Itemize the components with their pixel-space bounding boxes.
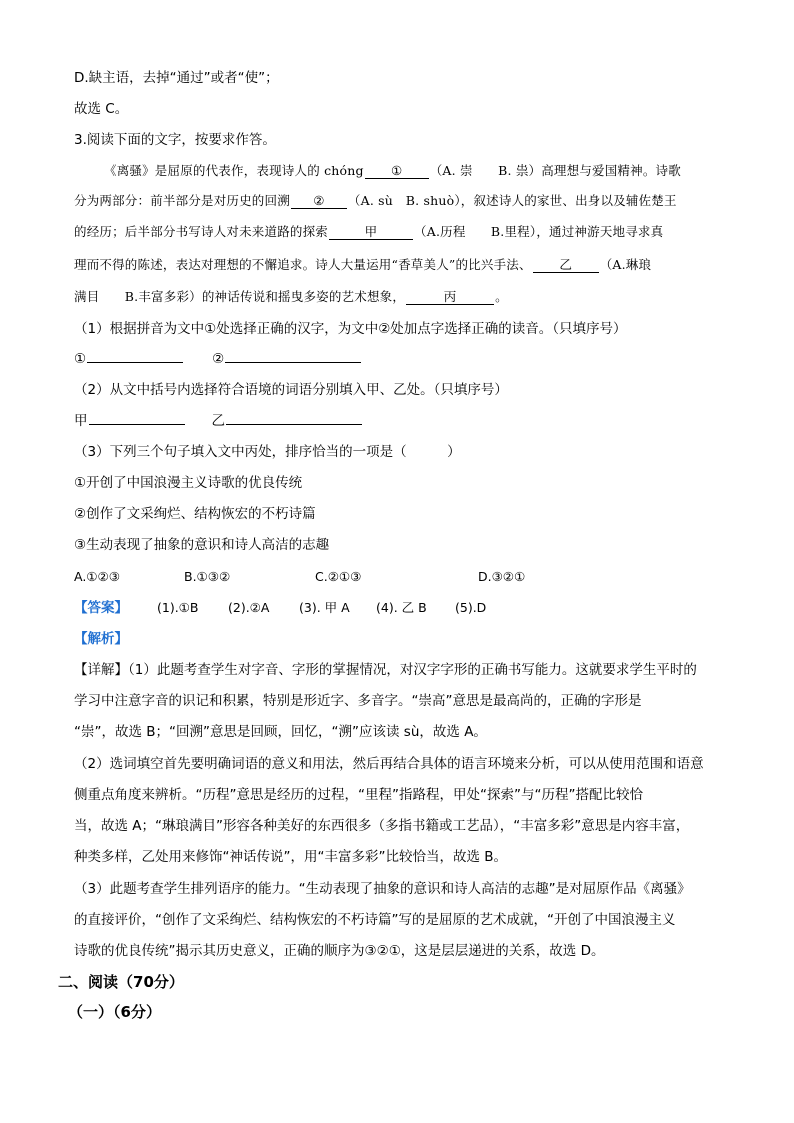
answer-4: (4). 乙 B bbox=[376, 600, 427, 615]
sub2-marker-jia: 甲 bbox=[74, 413, 88, 429]
passage-line-3 bbox=[74, 223, 663, 241]
sub2-blank-yi[interactable] bbox=[226, 424, 362, 425]
passage-text: 的经历；后半部分书写诗人对未来道路的探索 bbox=[74, 224, 329, 239]
sentence-option-3: ③生动表现了抽象的意识和诗人高洁的志趣 bbox=[74, 537, 330, 553]
analysis-label: 【解析】 bbox=[74, 631, 128, 647]
passage-text: （A. sù B. shuò），叙述诗人的家世、出身以及辅佐楚王 bbox=[347, 193, 677, 208]
section-2-subtitle: （一）（6分） bbox=[68, 1003, 161, 1021]
passage-line-4 bbox=[74, 256, 651, 274]
blank-yi[interactable]: 乙 bbox=[533, 257, 599, 273]
sub1-blank-2[interactable] bbox=[225, 362, 361, 363]
sentence-option-2: ②创作了文采绚烂、结构恢宏的不朽诗篇 bbox=[74, 506, 316, 522]
blank-bing[interactable]: 丙 bbox=[406, 289, 494, 305]
explanation-1-line-3: “崇”，故选 B；“回溯”意思是回顾，回忆，“溯”应该读 sù，故选 A。 bbox=[74, 724, 487, 740]
explanation-3-line-3: 诗歌的优良传统”揭示其历史意义，正确的顺序为③②①，这是层层递进的关系，故选 D。 bbox=[74, 943, 605, 959]
answer-1: (1).①B bbox=[157, 600, 199, 615]
sub1-marker-1: ① bbox=[74, 351, 87, 367]
explanation-2-line-4: 种类多样，乙处用来修饰“神话传说”，用“丰富多彩”比较恰当，故选 B。 bbox=[74, 849, 508, 865]
sub-question-2: （2）从文中括号内选择符合语境的词语分别填入甲、乙处。（只填序号） bbox=[74, 382, 508, 398]
answer-3: (3). 甲 A bbox=[299, 600, 350, 615]
passage-text: 理而不得的陈述，表达对理想的不懈追求。诗人大量运用“香草美人”的比兴手法、 bbox=[74, 257, 532, 272]
passage-text: （A. 崇 B. 祟）高理想与爱国精神。诗歌 bbox=[429, 163, 681, 178]
answer-2: (2).②A bbox=[228, 600, 270, 615]
sub1-blank-1[interactable] bbox=[87, 362, 183, 363]
explanation-3-line-1: （3）此题考查学生排列语序的能力。“生动表现了抽象的意识和诗人高洁的志趣”是对屈原作品《离骚》 bbox=[74, 881, 691, 897]
answer-5: (5).D bbox=[455, 600, 487, 615]
sub-question-3: （3）下列三个句子填入文中丙处，排序恰当的一项是（ ） bbox=[74, 444, 461, 460]
sub1-answer-row bbox=[74, 350, 362, 368]
choice-b[interactable]: B.①③② bbox=[184, 569, 231, 584]
choice-c[interactable]: C.②①③ bbox=[315, 569, 362, 584]
blank-jia[interactable]: 甲 bbox=[329, 224, 413, 240]
sub2-answer-row bbox=[74, 412, 363, 430]
passage-text: 满目 B.丰富多彩）的神话传说和摇曳多姿的艺术想象， bbox=[74, 289, 406, 304]
prev-line-d: D.缺主语，去掉“通过”或者“使”； bbox=[74, 70, 279, 86]
sub-question-1: （1）根据拼音为文中①处选择正确的汉字，为文中②处加点字选择正确的读音。（只填序号） bbox=[74, 321, 627, 337]
explanation-2-line-3: 当，故选 A；“琳琅满目”形容各种美好的东西很多（多指书籍或工艺品），“丰富多彩”意思是内容丰富， bbox=[74, 818, 690, 834]
passage-text: 《离骚》是屈原的代表作，表现诗人的 chóng bbox=[104, 163, 364, 178]
sentence-option-1: ①开创了中国浪漫主义诗歌的优良传统 bbox=[74, 475, 303, 491]
blank-2[interactable]: ② bbox=[291, 193, 347, 209]
passage-text: （A.琳琅 bbox=[599, 257, 652, 272]
explanation-2-line-1: （2）选词填空首先要明确词语的意义和用法，然后再结合具体的语言环境来分析，可以从使用范围和语意 bbox=[74, 756, 704, 772]
blank-1[interactable]: ① bbox=[365, 163, 429, 179]
answer-label: 【答案】 bbox=[74, 600, 128, 616]
detail-label: 【详解】 bbox=[74, 662, 128, 678]
explanation-1-line-1 bbox=[74, 661, 697, 679]
sub2-blank-jia[interactable] bbox=[89, 424, 185, 425]
sub2-marker-yi: 乙 bbox=[211, 413, 225, 429]
explanation-text: （1）此题考查学生对字音、字形的掌握情况，对汉字字形的正确书写能力。这就要求学生平时的 bbox=[128, 662, 697, 678]
choice-d[interactable]: D.③②① bbox=[478, 569, 526, 584]
passage-line-1 bbox=[104, 162, 681, 180]
passage-line-5 bbox=[74, 288, 508, 306]
passage-text: 分为两部分：前半部分是对历史的回溯 bbox=[74, 193, 290, 208]
passage-line-2 bbox=[74, 192, 677, 210]
question-3-title: 3.阅读下面的文字，按要求作答。 bbox=[74, 132, 276, 148]
passage-text: （A.历程 B.里程），通过神游天地寻求真 bbox=[414, 224, 664, 239]
prev-line-select: 故选 C。 bbox=[74, 101, 129, 117]
section-2-title: 二、阅读（70分） bbox=[58, 973, 184, 991]
explanation-1-line-2: 学习中注意字音的识记和积累，特别是形近字、多音字。“崇高”意思是最高尚的，正确的字形是 bbox=[74, 693, 642, 709]
passage-text: 。 bbox=[495, 289, 508, 304]
explanation-3-line-2: 的直接评价，“创作了文采绚烂、结构恢宏的不朽诗篇”写的是屈原的艺术成就，“开创了中国浪漫主义 bbox=[74, 912, 676, 928]
sub1-marker-2: ② bbox=[212, 351, 225, 367]
explanation-2-line-2: 侧重点角度来辨析。“历程”意思是经历的过程，“里程”指路程，甲处“探索”与“历程”搭配比较恰 bbox=[74, 787, 643, 803]
choice-a[interactable]: A.①②③ bbox=[74, 569, 120, 584]
